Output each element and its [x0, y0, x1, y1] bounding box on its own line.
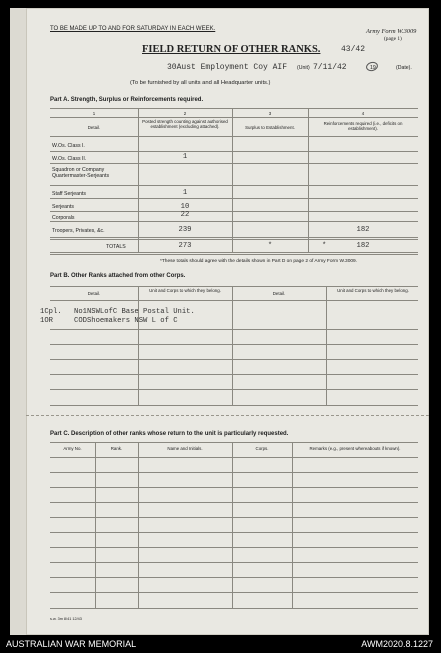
c-col-rank: Rank.	[110, 446, 123, 451]
b-col-detail: Detail.	[87, 291, 101, 296]
c-col-remarks: Remarks (e.g., present whereabouts if known).	[309, 446, 401, 451]
totals-surplus: *	[267, 242, 273, 250]
row-detail: Staff Serjeants	[52, 191, 86, 197]
title-number: 43/42	[341, 45, 366, 54]
c-col-corps: Corps.	[255, 446, 269, 451]
row-detail: W.Os. Class I.	[52, 143, 85, 149]
form-title: FIELD RETURN OF OTHER RANKS.	[142, 44, 321, 55]
row-posted: 1	[182, 153, 188, 161]
b-entry-text: No1NSWLofC Base Postal Unit.	[74, 308, 195, 316]
totals-reinf: 182	[356, 242, 370, 250]
b-entry-rank: 1Cpl.	[40, 308, 62, 316]
document-page	[10, 8, 429, 635]
part-c-heading: Part C. Description of other ranks whose return to the unit is particularly requested.	[50, 431, 289, 437]
row-detail: W.Os. Class II.	[52, 156, 87, 162]
part-a-heading: Part A. Strength, Surplus or Reinforcements required.	[50, 97, 204, 103]
footer-right: AWM2020.8.1227	[361, 639, 433, 649]
c-col-armyno: Army No.	[63, 446, 82, 451]
footer-left: AUSTRALIAN WAR MEMORIAL	[6, 639, 137, 649]
row-detail: Squadron or Company Quartermaster-Serjeants	[52, 167, 110, 179]
unit-label: (Unit)	[297, 65, 310, 71]
row-detail: Troopers, Privates, &c.	[52, 228, 105, 234]
row-detail: Serjeants	[52, 204, 74, 210]
b-entry-text: CODShoemakers NSW L of C	[74, 317, 178, 325]
col-head-detail: Detail.	[87, 125, 101, 130]
c-col-name: Name and Initials.	[167, 446, 203, 451]
b-col-unit: Unit and Corps to which they belong.	[149, 288, 221, 293]
col-num-3: 3	[268, 111, 272, 116]
b-col-unit-2: Unit and Corps to which they belong.	[337, 288, 409, 293]
date-typed: 7/11/42	[313, 63, 347, 72]
totals-note: *These totals should agree with the details shown in Part D on page 2 of Army Form W.3009.	[160, 259, 358, 264]
furnished-note: (To be furnished by all units and all Headquarter units.)	[130, 80, 271, 86]
year-label: 19	[370, 65, 376, 71]
row-reinf: 182	[356, 226, 370, 234]
clip-mark	[365, 61, 379, 73]
col-head-surplus: Surplus to Establishment.	[245, 125, 295, 130]
part-b-heading: Part B. Other Ranks attached from other Corps.	[50, 273, 186, 279]
page-label: (page 1)	[384, 36, 402, 42]
col-num-4: 4	[361, 111, 365, 116]
b-col-detail-2: Detail.	[272, 291, 286, 296]
row-detail: Corporals	[52, 215, 75, 221]
date-label: (Date).	[396, 65, 412, 71]
row-posted: 10	[180, 203, 190, 211]
fold-line	[26, 415, 429, 416]
row-posted: 1	[182, 189, 188, 197]
army-form-label: Army Form W.3009	[366, 28, 417, 35]
totals-reinf-mark: *	[322, 242, 327, 250]
print-code: s.w. 3m 8/41 12/43	[50, 617, 82, 621]
binding-strip	[10, 8, 27, 635]
row-posted: 22	[180, 211, 190, 219]
unit-typed: 30Aust Employment Coy AIF	[167, 63, 288, 72]
col-num-2: 2	[183, 111, 187, 116]
totals-label: TOTALS	[106, 244, 126, 250]
b-entry-rank: 1OR	[40, 317, 53, 325]
archive-footer	[0, 635, 441, 653]
col-head-reinf: Reinforcements required (i.e., deficits on establishment).	[323, 121, 403, 131]
header-instruction: TO BE MADE UP TO AND FOR SATURDAY IN EACH WEEK.	[50, 26, 216, 32]
col-head-posted: Posted strength counting against authorised establishment (excluding attached).	[142, 119, 228, 129]
row-posted: 239	[178, 226, 192, 234]
col-num-1: 1	[92, 111, 96, 116]
totals-posted: 273	[178, 242, 192, 250]
